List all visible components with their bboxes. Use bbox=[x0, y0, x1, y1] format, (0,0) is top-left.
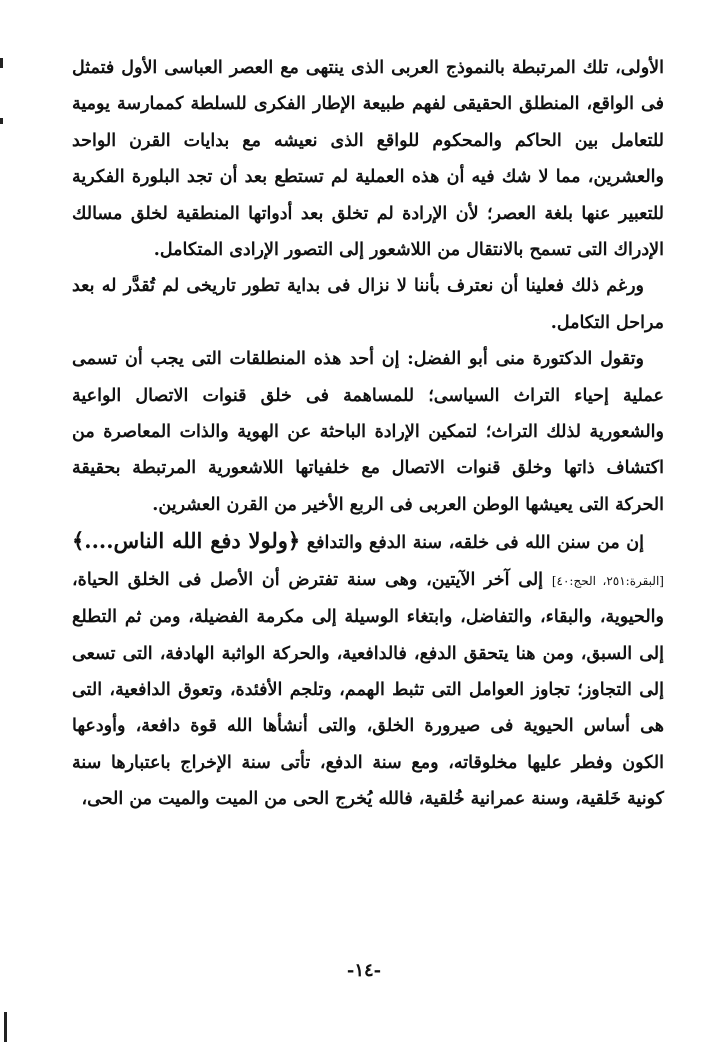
paragraph-1: الأولى، تلك المرتبطة بالنموذج العربى الذى ينتهى مع العصر العباسى الأول فتمثل فى الواقع، المنطلق الحقيقى لفهم طبيعة الإطار الفكرى للسلطة كممارسة يومية للتعامل بين الحاكم والمحكوم للواقع الذى نعيشه مع بدايات القرن الواحد والعشرين، مما لا شك فيه أن هذه العملية لم تستطع بعد أن تجد البلورة الفكرية للتعبير عنها بلغة العصر؛ لأن الإرادة لم تخلق بعد أدواتها المنطقية لخلق مسالك الإدراك التى تسمح بالانتقال من اللاشعور إلى التصور الإرادى المتكامل. bbox=[72, 58, 664, 261]
paragraph-2: ورغم ذلك فعلينا أن نعترف بأننا لا نزال فى بداية تطور تاريخى لم تُقدَّر له بعد مراحل التكامل. bbox=[72, 276, 664, 333]
edge-mark-bottom bbox=[4, 1012, 7, 1042]
quran-verse: ﴿ولولا دفع الله الناس....﴾ bbox=[72, 528, 301, 554]
paragraph-4 bbox=[72, 523, 664, 817]
paragraph-3: وتقول الدكتورة منى أبو الفضل: إن أحد هذه المنطلقات التى يجب أن تسمى عملية إحياء التراث السياسى؛ للمساهمة فى خلق قنوات الاتصال الواعية والشعورية لذلك التراث؛ لتمكين الإرادة الباحثة عن الهوية والذات المعاصرة من اكتشاف ذاتها وخلق قنوات الاتصال مع خلفياتها اللاشعورية المرتبطة بحقيقة الحركة التى يعيشها الوطن العربى فى الربع الأخير من القرن العشرين. bbox=[72, 349, 664, 515]
paragraph-4-body: إلى آخر الآيتين، وهى سنة تفترض أن الأصل فى الخلق الحياة، والحيوية، والبقاء، والتفاضل، وابتغاء الوسيلة إلى مكرمة الفضيلة، ومن ثم التطلع إلى السبق، ومن هنا يتحقق الدفع، فالدافعية، والحركة الواثبة الهادفة، التى تسعى إلى التجاوز؛ تجاوز العوامل التى تثبط الهمم، وتلجم الأفئدة، وتعوق الدافعية، التى هى أساس الحيوية فى صيرورة الخلق، والتى أنشأها الله قوة دافعة، وأودعها الكون وفطر عليها مخلوقاته، ومع سنة الدفع، تأتى سنة الإخراج باعتبارها سنة كونية خَلقية، وسنة عمرانية خُلقية، فالله يُخرج الحى من الميت والميت من الحى، bbox=[72, 569, 664, 810]
edge-mark-mid bbox=[0, 118, 3, 124]
verse-reference: [البقرة:٢٥١، الحج:٤٠] bbox=[551, 573, 664, 588]
paragraph-4-intro: إن من سنن الله فى خلقه، سنة الدفع والتدافع bbox=[300, 533, 644, 554]
edge-mark-top bbox=[0, 58, 3, 68]
page-number: -١٤- bbox=[346, 960, 382, 981]
body-text bbox=[72, 50, 664, 818]
